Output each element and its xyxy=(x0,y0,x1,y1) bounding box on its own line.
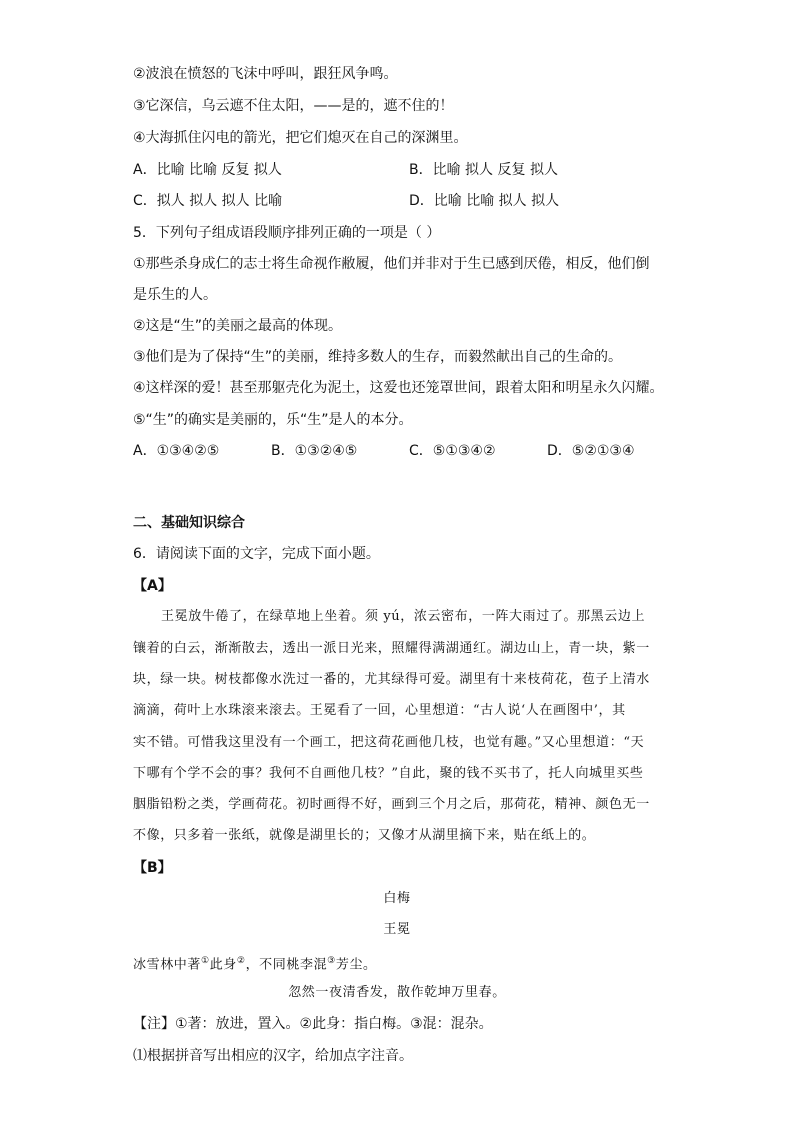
passage-a-label: 【A】 xyxy=(133,578,172,594)
q4-option-c[interactable]: C．拟人 拟人 拟人 比喻 xyxy=(133,193,283,209)
q5-sentence-4: ④这样深的爱！甚至那躯壳化为泥土，这爱也还笼罩世间，跟着太阳和明星永久闪耀。 xyxy=(133,380,664,396)
q4-sentence-4: ④大海抓住闪电的箭光，把它们熄灭在自己的深渊里。 xyxy=(133,130,468,146)
q5-sentence-3: ③他们是为了保持“生”的美丽，维持多数人的生存，而毅然献出自己的生命的。 xyxy=(133,349,623,365)
passage-a-line-5: 实不错。可惜我这里没有一个画工，把这荷花画他几枝，也觉有趣。”又心里想道：“天 xyxy=(133,735,645,750)
q4-sentence-2: ②波浪在愤怒的飞沫中呼叫，跟狂风争鸣。 xyxy=(133,66,398,82)
poem-line-1-part-3: ，不同桃李混 xyxy=(245,957,328,973)
footnote-marker-3: ③ xyxy=(327,956,336,966)
section-heading: 二、基础知识综合 xyxy=(133,515,245,531)
poem-author: 王冕 xyxy=(383,922,411,937)
footnote-marker-2: ② xyxy=(236,956,246,966)
q5-option-b[interactable]: B．①③②④⑤ xyxy=(271,443,358,459)
poem-line-2: 忽然一夜清香发，散作乾坤万里春。 xyxy=(288,985,506,1000)
poem-line-1-part-1: 冰雪林中著 xyxy=(133,957,202,973)
q4-option-a[interactable]: A．比喻 比喻 反复 拟人 xyxy=(133,162,282,178)
q4-sentence-3: ③它深信，乌云遮不住太阳，——是的，遮不住的！ xyxy=(133,98,454,114)
q4-option-d[interactable]: D．比喻 比喻 拟人 拟人 xyxy=(409,193,560,209)
passage-a-line-8: 不像，只多着一张纸，就像是湖里长的；又像才从湖里摘下来，贴在纸上的。 xyxy=(133,828,596,843)
footnote-marker-1: ① xyxy=(201,956,210,966)
passage-a-line-4: 滴滴，荷叶上水珠滚来滚去。王冕看了一回，心里想道：“古人说‘人在画图中’，其 xyxy=(133,703,626,718)
q5-sentence-1-cont: 是乐生的人。 xyxy=(133,287,217,303)
passage-a-line-3: 块，绿一块。树枝都像水洗过一番的，尤其绿得可爱。湖里有十来枝荷花，苞子上清水 xyxy=(133,672,650,687)
poem-line-1-part-2: 此身 xyxy=(209,957,237,973)
sub-question-1: ⑴根据拼音写出相应的汉字，给加点字注音。 xyxy=(133,1048,413,1064)
poem-title: 白梅 xyxy=(383,891,411,906)
passage-b-label: 【B】 xyxy=(133,860,172,876)
q6-stem: 6．请阅读下面的文字，完成下面小题。 xyxy=(133,546,380,562)
passage-a-line-6: 下哪有个学不会的事？我何不自画他几枝？”自此，聚的钱不买书了，托人向城里买些 xyxy=(133,766,644,781)
poem-line-1-part-4: 芳尘。 xyxy=(335,957,377,973)
passage-a-line-2: 镶着的白云，渐渐散去，透出一派日光来，照耀得满湖通红。湖边山上，青一块，紫一 xyxy=(133,641,650,656)
q5-option-c[interactable]: C．⑤①③④② xyxy=(409,443,496,459)
passage-a-line-7: 胭脂铅粉之类，学画荷花。初时画得不好，画到三个月之后，那荷花，精神、颜色无一 xyxy=(133,797,650,812)
q5-sentence-5: ⑤“生”的确实是美丽的，乐“生”是人的本分。 xyxy=(133,412,413,428)
q5-option-a[interactable]: A．①③④②⑤ xyxy=(133,443,220,459)
q5-sentence-1: ①那些杀身成仁的志士将生命视作敝履，他们并非对于生已感到厌倦，相反，他们倒 xyxy=(133,256,650,272)
poem-notes: 【注】①著：放进，置入。②此身：指白梅。③混：混杂。 xyxy=(133,1016,493,1032)
q5-stem: 5．下列句子组成语段顺序排列正确的一项是（ ） xyxy=(133,225,441,241)
q4-option-b[interactable]: B．比喻 拟人 反复 拟人 xyxy=(409,162,558,178)
q5-option-d[interactable]: D．⑤②①③④ xyxy=(547,443,635,459)
passage-a-line-1: 王冕放牛倦了，在绿草地上坐着。须 yú，浓云密布，一阵大雨过了。那黑云边上 xyxy=(161,609,646,624)
poem-line-1 xyxy=(133,951,377,975)
q5-sentence-2: ②这是“生”的美丽之最高的体现。 xyxy=(133,318,343,334)
